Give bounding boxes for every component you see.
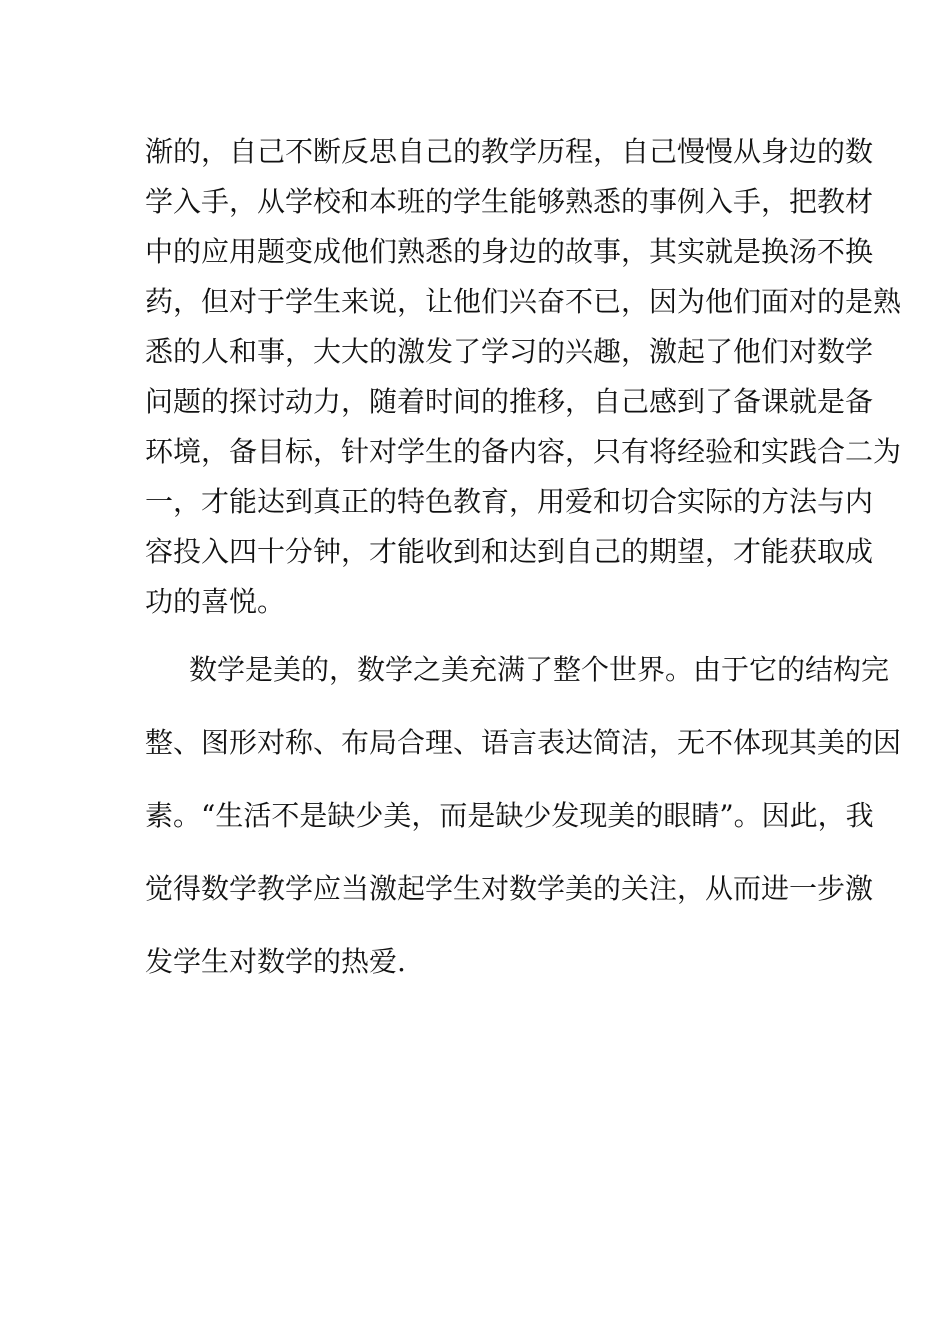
text-line: 一，才能达到真正的特色教育，用爱和切合实际的方法与内	[145, 485, 874, 518]
text-line: 问题的探讨动力，随着时间的推移，自己感到了备课就是备	[145, 385, 874, 418]
text-line: 整、图形对称、布局合理、语言表达简洁，无不体现其美的因	[145, 726, 902, 759]
text-line: 环境，备目标，针对学生的备内容，只有将经验和实践合二为	[145, 435, 902, 468]
text-line: 渐的，自己不断反思自己的教学历程，自己慢慢从身边的数	[145, 135, 874, 168]
text-line: 容投入四十分钟，才能收到和达到自己的期望，才能获取成	[145, 535, 874, 568]
text-line: 数学是美的，数学之美充满了整个世界。由于它的结构完	[189, 653, 890, 686]
text-line: 素。“生活不是缺少美，而是缺少发现美的眼睛”。因此，我	[145, 799, 874, 832]
text-line: 发学生对数学的热爱.	[145, 945, 406, 978]
text-line: 悉的人和事，大大的激发了学习的兴趣，激起了他们对数学	[145, 335, 874, 368]
text-line: 功的喜悦。	[145, 585, 286, 618]
text-line: 觉得数学教学应当激起学生对数学美的关注，从而进一步激	[145, 872, 874, 905]
text-line: 学入手，从学校和本班的学生能够熟悉的事例入手，把教材	[145, 185, 874, 218]
text-line: 中的应用题变成他们熟悉的身边的故事，其实就是换汤不换	[145, 235, 874, 268]
text-line: 药，但对于学生来说，让他们兴奋不已，因为他们面对的是熟	[145, 285, 902, 318]
